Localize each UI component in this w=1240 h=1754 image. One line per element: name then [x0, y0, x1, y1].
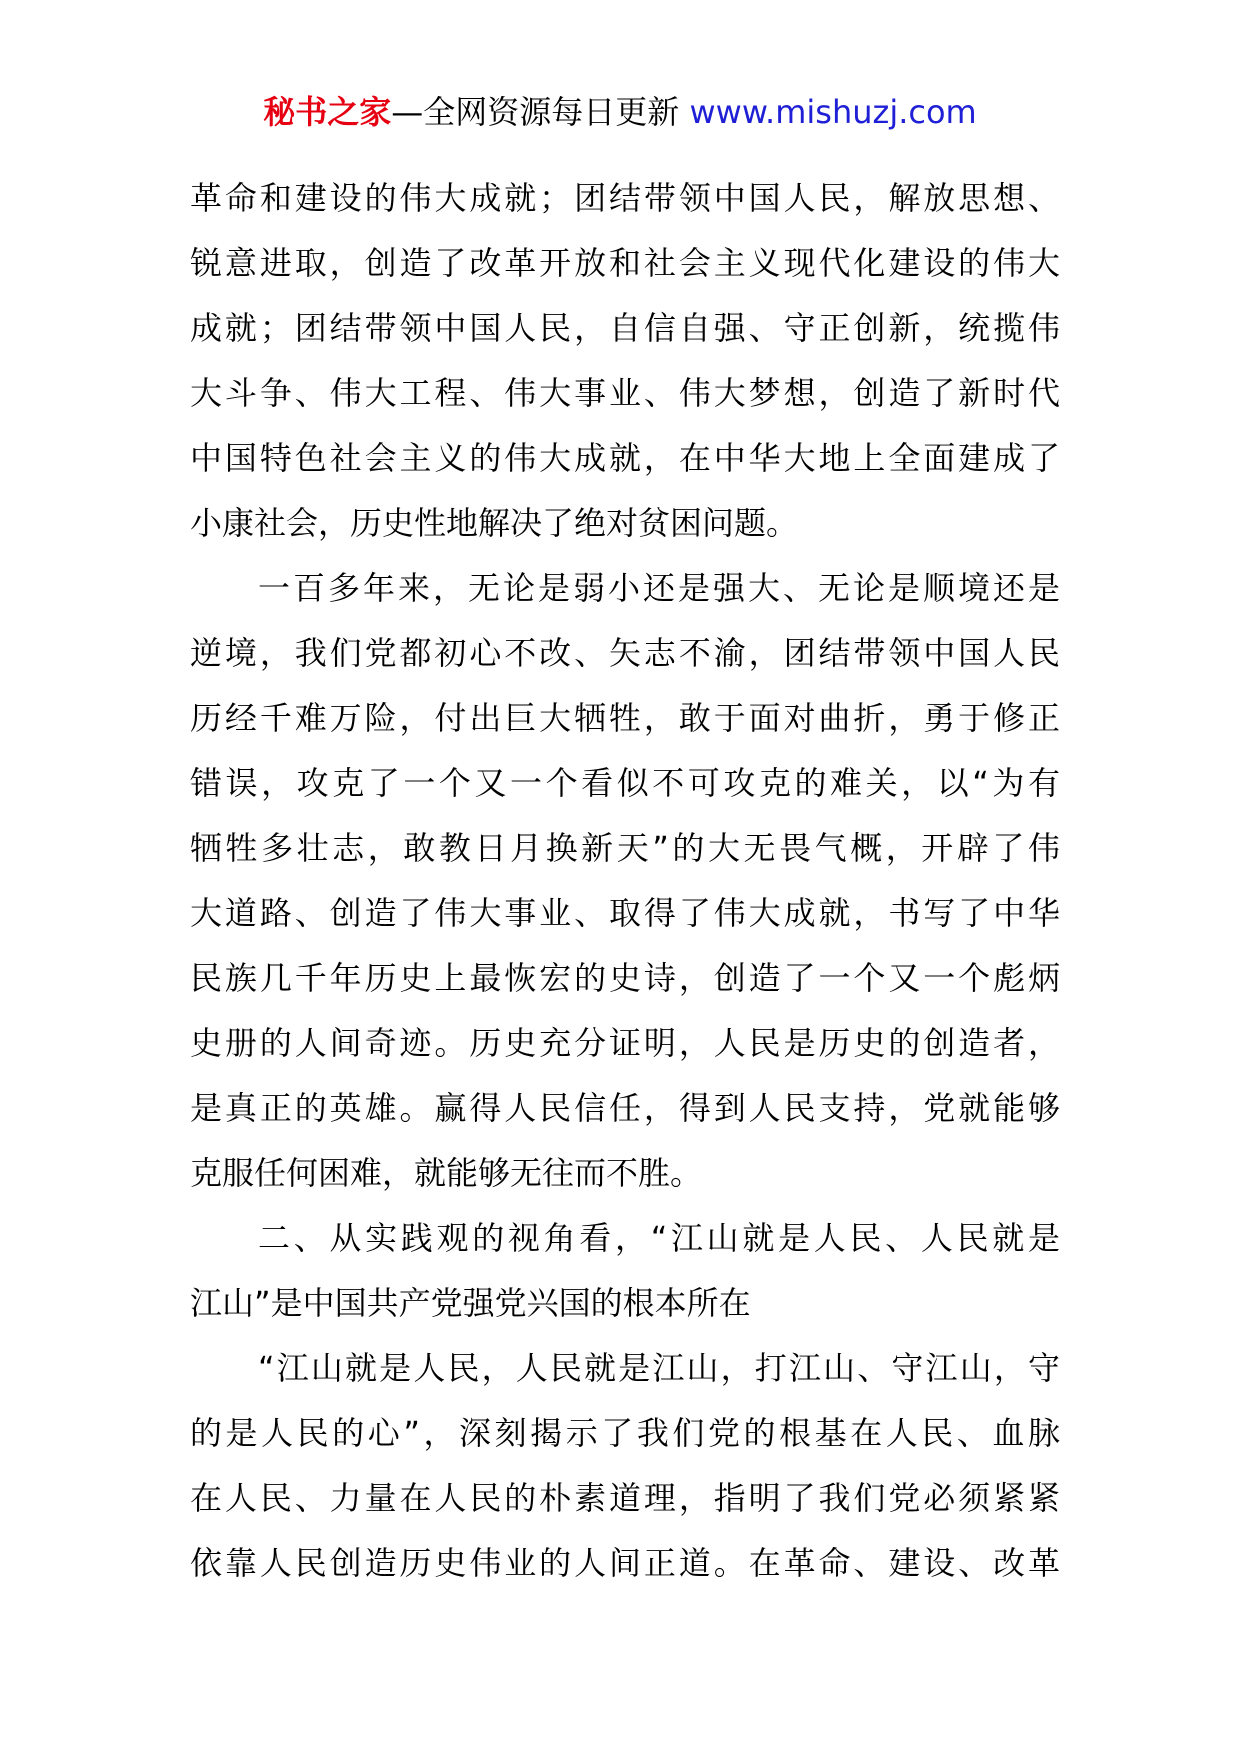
text-line: 大斗争、伟大工程、伟大事业、伟大梦想，创造了新时代 [190, 374, 1060, 412]
site-url[interactable]: www.mishuzj.com [689, 93, 977, 131]
text-line: 克服任何困难，就能够无往而不胜。 [190, 1154, 703, 1192]
text-line: 错误，攻克了一个又一个看似不可攻克的难关，以“为有 [190, 764, 1060, 802]
text-line: 逆境，我们党都初心不改、矢志不渝，团结带领中国人民 [190, 634, 1060, 672]
text-line: 二、从实践观的视角看，“江山就是人民、人民就是 [258, 1219, 1060, 1257]
text-line: 小康社会，历史性地解决了绝对贫困问题。 [190, 504, 799, 542]
page-header [0, 92, 1240, 132]
text-line: “江山就是人民，人民就是江山，打江山、守江山，守 [258, 1349, 1060, 1387]
text-line: 史册的人间奇迹。历史充分证明，人民是历史的创造者， [190, 1024, 1060, 1062]
text-line: 依靠人民创造历史伟业的人间正道。在革命、建设、改革 [190, 1544, 1060, 1582]
text-line: 革命和建设的伟大成就；团结带领中国人民，解放思想、 [190, 179, 1060, 217]
site-tagline: —全网资源每日更新 [391, 93, 690, 131]
text-line: 一百多年来，无论是弱小还是强大、无论是顺境还是 [258, 569, 1060, 607]
text-line: 大道路、创造了伟大事业、取得了伟大成就，书写了中华 [190, 894, 1060, 932]
text-line: 牺牲多壮志，敢教日月换新天”的大无畏气概，开辟了伟 [190, 829, 1060, 867]
text-line: 在人民、力量在人民的朴素道理，指明了我们党必须紧紧 [190, 1479, 1060, 1517]
text-line: 江山”是中国共产党强党兴国的根本所在 [190, 1284, 751, 1322]
text-line: 中国特色社会主义的伟大成就，在中华大地上全面建成了 [190, 439, 1060, 477]
site-brand: 秘书之家 [263, 93, 392, 131]
text-line: 民族几千年历史上最恢宏的史诗，创造了一个又一个彪炳 [190, 959, 1060, 997]
text-line: 历经千难万险，付出巨大牺牲，敢于面对曲折，勇于修正 [190, 699, 1060, 737]
text-line: 成就；团结带领中国人民，自信自强、守正创新，统揽伟 [190, 309, 1060, 347]
document-body [190, 166, 1060, 1596]
text-line: 是真正的英雄。赢得人民信任，得到人民支持，党就能够 [190, 1089, 1060, 1127]
text-line: 锐意进取，创造了改革开放和社会主义现代化建设的伟大 [190, 244, 1060, 282]
text-line: 的是人民的心”，深刻揭示了我们党的根基在人民、血脉 [190, 1414, 1060, 1452]
